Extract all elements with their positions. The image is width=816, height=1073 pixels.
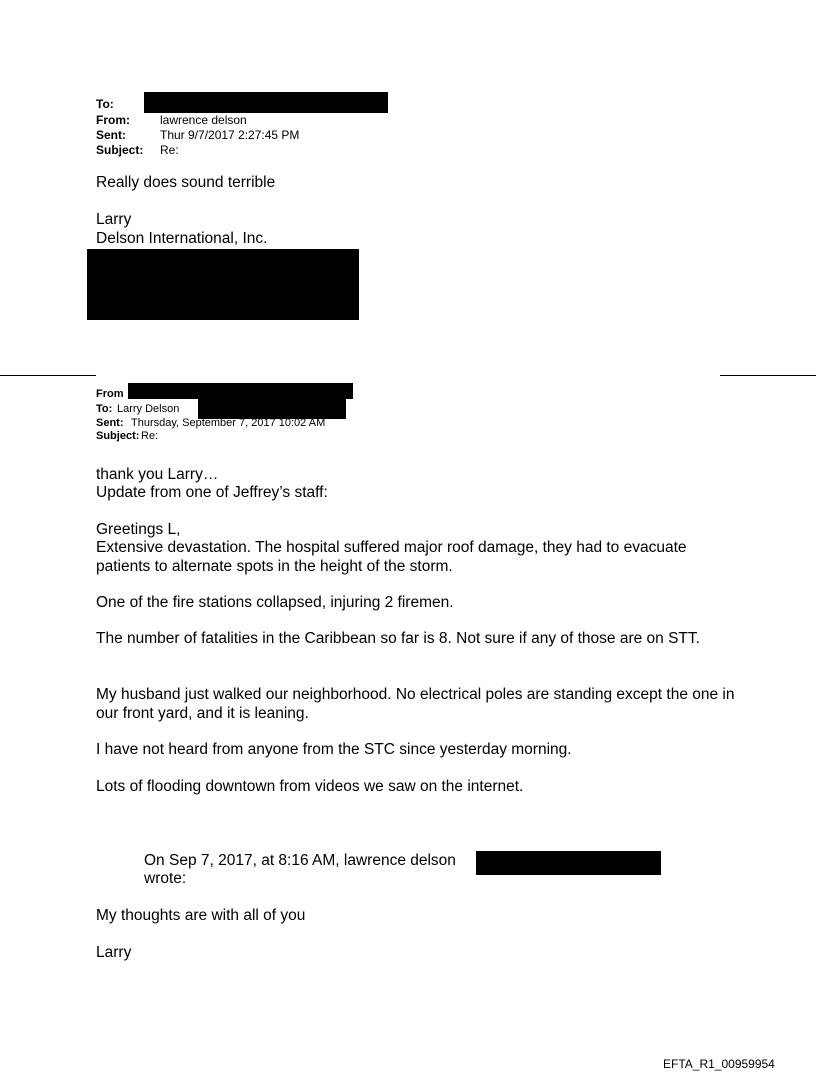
quoted-signature: Larry [96, 944, 132, 961]
subject-label: Subject: [96, 430, 140, 442]
body-line: Update from one of Jeffrey’s staff: [96, 484, 328, 501]
email1-body: Really does sound terrible [96, 174, 276, 191]
quoted-body: My thoughts are with all of you [96, 907, 306, 924]
to-value: Larry Delson [117, 403, 180, 415]
paragraph: My husband just walked our neighborhood. No electrical poles are standing except the one in our front yard, and it is leaning. [96, 686, 735, 722]
subject-value: Re: [160, 143, 179, 157]
from-label: From: [96, 113, 130, 127]
paragraph: One of the fire stations collapsed, injuring 2 firemen. [96, 594, 454, 611]
sent-label: Sent: [96, 417, 124, 429]
sent-value: Thur 9/7/2017 2:27:45 PM [160, 128, 300, 142]
from-label: From [96, 388, 124, 400]
subject-label: Subject: [96, 143, 144, 157]
sent-label: Sent: [96, 128, 126, 142]
bates-number: EFTA_R1_00959954 [663, 1057, 775, 1071]
signature-company: Delson International, Inc. [96, 230, 268, 247]
to-label: To: [96, 97, 114, 111]
redaction-box [476, 851, 661, 875]
redaction-box [144, 92, 388, 113]
from-value: lawrence delson [160, 113, 247, 127]
paragraph: The number of fatalities in the Caribbean so far is 8. Not sure if any of those are on STT. [96, 630, 700, 647]
redaction-box [198, 398, 346, 419]
subject-value: Re: [141, 430, 159, 442]
separator-line-left [0, 375, 96, 376]
quote-intro: On Sep 7, 2017, at 8:16 AM, lawrence delson [144, 852, 456, 869]
separator-line-right [720, 375, 816, 376]
sent-value: Thursday, September 7, 2017 10:02 AM [131, 417, 326, 429]
to-label: To: [96, 403, 113, 415]
paragraph: Lots of flooding downtown from videos we saw on the internet. [96, 778, 524, 795]
body-line: thank you Larry… [96, 466, 219, 483]
paragraph: I have not heard from anyone from the STC since yesterday morning. [96, 741, 572, 758]
greeting: Greetings L, [96, 521, 181, 538]
quote-wrote: wrote: [144, 870, 187, 887]
redaction-box [87, 249, 359, 320]
paragraph: Extensive devastation. The hospital suffered major roof damage, they had to evacuate patients to alternate spots in the height of the storm. [96, 539, 687, 575]
redaction-box [128, 383, 353, 399]
signature-name: Larry [96, 211, 132, 228]
